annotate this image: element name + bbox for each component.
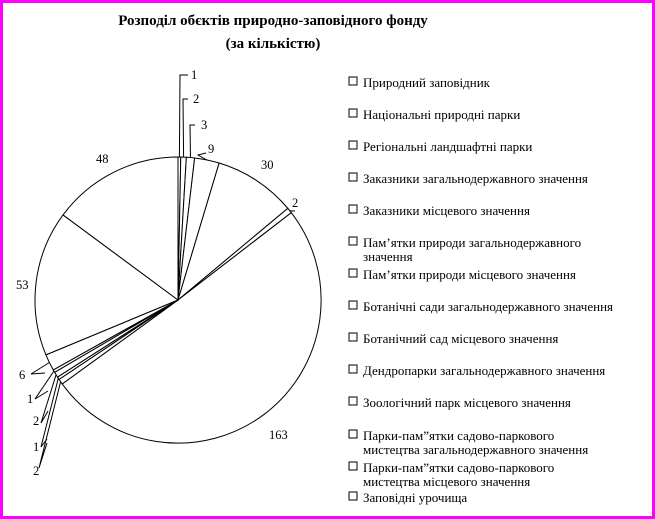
legend-label-12-line1: мистецтва місцевого значення <box>363 474 531 489</box>
slice-label-11: 6 <box>19 368 26 382</box>
legend-label-2: Регіональні ландшафтні парки <box>363 139 533 154</box>
legend-item-10 <box>349 395 571 410</box>
slice-label-12: 53 <box>16 278 29 292</box>
legend-label-10: Зоологічний парк місцевого значення <box>363 395 571 410</box>
legend-item-6 <box>349 267 576 282</box>
legend-swatch-2 <box>349 141 357 149</box>
legend-label-3: Заказники загальнодержавного значення <box>363 171 588 186</box>
slice-label-2: 3 <box>201 118 208 132</box>
slice-label-13: 48 <box>96 152 109 166</box>
legend-label-12: Парки-пам”ятки садово-паркового <box>363 460 555 475</box>
legend-item-13 <box>349 490 467 505</box>
legend-label-9: Дендропарки загальнодержавного значення <box>363 363 606 378</box>
legend-label-0: Природний заповідник <box>363 75 490 90</box>
slice-label-6: 163 <box>269 428 288 442</box>
slice-label-1: 2 <box>193 92 200 106</box>
legend-label-5: Пам’ятки природи загальнодержавного <box>363 235 582 250</box>
legend-label-13: Заповідні урочища <box>363 490 468 505</box>
slice-label-7: 2 <box>33 464 40 478</box>
legend-item-7 <box>349 299 613 314</box>
legend-item-11 <box>349 428 588 457</box>
pie-chart <box>3 3 652 516</box>
legend-item-1 <box>349 107 520 122</box>
legend-label-11-line1: мистецтва загальнодержавного значення <box>363 442 589 457</box>
legend-swatch-13 <box>349 492 357 500</box>
legend-swatch-11 <box>349 430 357 438</box>
legend-swatch-8 <box>349 333 357 341</box>
legend-swatch-10 <box>349 397 357 405</box>
legend-label-4: Заказники місцевого значення <box>363 203 530 218</box>
legend-swatch-7 <box>349 301 357 309</box>
legend-swatch-9 <box>349 365 357 373</box>
legend-item-3 <box>349 171 588 186</box>
leader-line-5 <box>290 211 295 212</box>
slice-label-4: 30 <box>261 158 274 172</box>
legend-label-11: Парки-пам”ятки садово-паркового <box>363 428 555 443</box>
legend-label-1: Національні природні парки <box>363 107 521 122</box>
legend-swatch-6 <box>349 269 357 277</box>
legend-swatch-12 <box>349 462 357 470</box>
legend-item-4 <box>349 203 530 218</box>
legend-item-12 <box>349 460 554 489</box>
legend-label-6: Пам’ятки природи місцевого значення <box>363 267 576 282</box>
legend-label-7: Ботанічні сади загальнодержавного значення <box>363 299 614 314</box>
legend-swatch-0 <box>349 77 357 85</box>
leader-line-2 <box>190 125 195 158</box>
slice-label-8: 1 <box>33 440 40 454</box>
leader-line-1 <box>183 99 188 157</box>
leader-line-10 <box>35 371 54 399</box>
chart-title: Розподіл обєктів природно-заповідного фонду <box>118 13 428 29</box>
legend-swatch-5 <box>349 237 357 245</box>
legend-item-8 <box>349 331 558 346</box>
slice-label-5: 2 <box>292 196 299 210</box>
leader-line-8 <box>41 378 58 447</box>
chart-subtitle: (за кількістю) <box>225 36 321 52</box>
legend-item-5 <box>349 235 581 264</box>
legend-item-9 <box>349 363 605 378</box>
slice-label-9: 2 <box>33 414 40 428</box>
legend-swatch-3 <box>349 173 357 181</box>
leader-line-11 <box>31 363 49 375</box>
slice-label-3: 9 <box>208 142 215 156</box>
legend-swatch-4 <box>349 205 357 213</box>
slice-label-0: 1 <box>191 68 198 82</box>
legend-item-0 <box>349 75 491 90</box>
slice-label-10: 1 <box>27 392 34 406</box>
legend-label-8: Ботанічний сад місцевого значення <box>363 331 559 346</box>
legend-swatch-1 <box>349 109 357 117</box>
legend-item-2 <box>349 139 532 154</box>
legend-label-5-line1: значення <box>363 249 413 264</box>
